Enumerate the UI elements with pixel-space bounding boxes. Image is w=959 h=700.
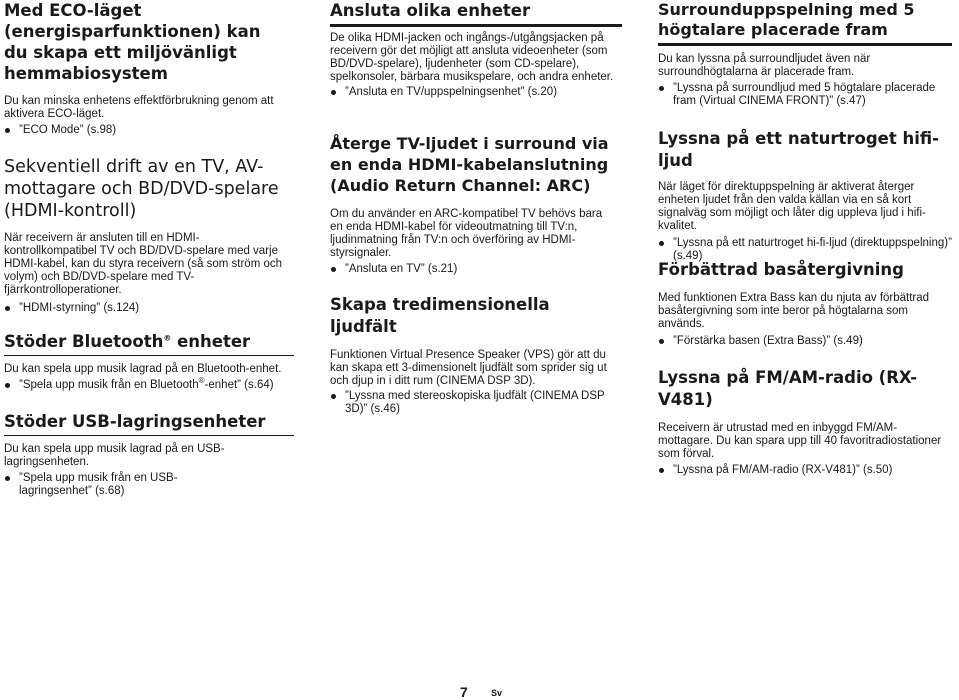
page-reference-link[interactable]: ”Förstärka basen (Extra Bass)” (s.49): [658, 335, 952, 348]
reference-list: [330, 390, 610, 416]
reference-list: [4, 376, 294, 392]
page-reference-link[interactable]: ”ECO Mode” (s.98): [4, 124, 294, 137]
reference-text: ”Spela upp musik från en Bluetooth: [19, 379, 199, 391]
reference-list: [658, 464, 952, 477]
section-connect-devices: [330, 0, 622, 99]
reference-list: [330, 263, 622, 276]
reference-list: [330, 86, 622, 99]
reference-list: [4, 124, 294, 137]
section-heading: Lyssna på FM/AM-radio (RX-V481): [658, 368, 918, 409]
registered-mark: ®: [198, 376, 205, 386]
section-arc: [330, 133, 622, 276]
section-body: Du kan spela upp musik lagrad på en Bluetooth-enhet.: [4, 363, 282, 375]
page-reference-link[interactable]: [4, 376, 294, 392]
reference-text: -enhet” (s.64): [204, 379, 274, 391]
section-heading: Lyssna på ett naturtroget hifi-ljud: [658, 129, 939, 170]
section-body: Du kan minska enhetens effektförbrukning genom att aktivera ECO-läget.: [4, 95, 274, 120]
language-code: Sv: [491, 688, 503, 698]
section-body: När receivern är ansluten till en HDMI-kontrollkompatibel TV och BD/DVD-spelare med varje HDMI-kabel, kan du styra receivern (så som ström och volym) och BD/DVD-spelare med TV-fjärrkontrolloperationer.: [4, 232, 283, 296]
section-body: Med funktionen Extra Bass kan du njuta av förbättrad basåtergivning som inte beror på högtalarna som används.: [658, 292, 930, 330]
section-rule: [4, 435, 294, 436]
section-body: Om du använder en ARC-kompatibel TV behövs bara en enda HDMI-kabel för videoutmatning till TV:n, ljudinmatning från TV:n och överföring av HDMI-styrsignaler.: [330, 208, 603, 259]
page-reference-link[interactable]: ”Lyssna med stereoskopiska ljudfält (CINEMA DSP 3D)” (s.46): [330, 390, 610, 416]
section-heading: Sekventiell drift av en TV, AV-mottagare och BD/DVD-spelare (HDMI-kontroll): [4, 157, 279, 221]
page-reference-link[interactable]: ”HDMI-styrning” (s.124): [4, 302, 294, 315]
reference-list: [4, 472, 199, 498]
heading-text: enheter: [171, 332, 251, 351]
section-body: När läget för direktuppspelning är aktiverat återger enheten ljudet från den valda källan via en så kort signalväg som möjligt och låter dig uppleva ljud i hifi-kvalitet.: [658, 181, 926, 232]
section-heading: Surrounduppspelning med 5 högtalare placerade fram: [658, 0, 915, 39]
page-reference-link[interactable]: ”Ansluta en TV/uppspelningsenhet” (s.20): [330, 86, 622, 99]
page-reference-link[interactable]: ”Lyssna på ett naturtroget hi-fi-ljud (direktuppspelning)” (s.49): [658, 237, 952, 263]
registered-mark: ®: [163, 333, 172, 343]
section-heading: Stöder USB-lagringsenheter: [4, 412, 266, 431]
section-bar: [658, 43, 952, 46]
section-rule: [4, 355, 294, 356]
section-heading: Återge TV-ljudet i surround via en enda HDMI-kabelanslutning (Audio Return Channel: ARC): [330, 134, 609, 195]
section-bar: [330, 24, 622, 27]
reference-list: [4, 302, 294, 315]
page-reference-link[interactable]: ”Lyssna på FM/AM-radio (RX-V481)” (s.50): [658, 464, 952, 477]
section-heading: Skapa tredimensionella ljudfält: [330, 295, 550, 336]
section-fm-am-radio: [658, 367, 952, 477]
section-heading: Med ECO-läget (energisparfunktionen) kan du skapa ett miljövänligt hemmabiosystem: [4, 1, 261, 83]
section-heading: Förbättrad basåtergivning: [658, 260, 904, 279]
section-usb: [4, 411, 294, 498]
page-reference-link[interactable]: ”Lyssna på surroundljud med 5 högtalare placerade fram (Virtual CINEMA FRONT)” (s.47): [658, 82, 952, 108]
reference-list: [658, 82, 952, 108]
section-hdmi-control: [4, 156, 294, 315]
heading-text: Stöder Bluetooth: [4, 332, 164, 351]
section-heading: [4, 331, 294, 353]
section-eco-mode: [4, 0, 294, 137]
section-body: Du kan spela upp musik lagrad på en USB-lagringsenheten.: [4, 443, 225, 468]
section-bluetooth: [4, 331, 294, 392]
page-reference-link[interactable]: ”Ansluta en TV” (s.21): [330, 263, 622, 276]
reference-list: [658, 335, 952, 348]
section-body: Receivern är utrustad med en inbyggd FM/AM-mottagare. Du kan spara upp till 40 favoritradiostationer som förval.: [658, 422, 942, 460]
section-body: Du kan lyssna på surroundljudet även när surroundhögtalarna är placerade fram.: [658, 53, 871, 78]
section-heading: Ansluta olika enheter: [330, 1, 531, 20]
section-vps: [330, 294, 622, 416]
section-surround-5: [658, 0, 952, 108]
section-body: De olika HDMI-jacken och ingångs-/utgångsjacken på receivern gör det möjligt att ansluta videoenheter (som BD/DVD-spelare), ljudenheter (som CD-spelare), spelkonsoler, bärbara musikspelare, och andra enheter.: [330, 32, 614, 83]
section-body: Funktionen Virtual Presence Speaker (VPS) gör att du kan skapa ett 3-dimensionelt ljudfält som sprider sig ut och djup in i ditt rum (CINEMA DSP 3D).: [330, 349, 607, 387]
page-number: 7: [460, 684, 468, 700]
page-reference-link[interactable]: ”Spela upp musik från en USB-lagringsenhet” (s.68): [4, 472, 199, 498]
section-hifi: [658, 128, 952, 263]
section-extra-bass: [658, 259, 952, 348]
